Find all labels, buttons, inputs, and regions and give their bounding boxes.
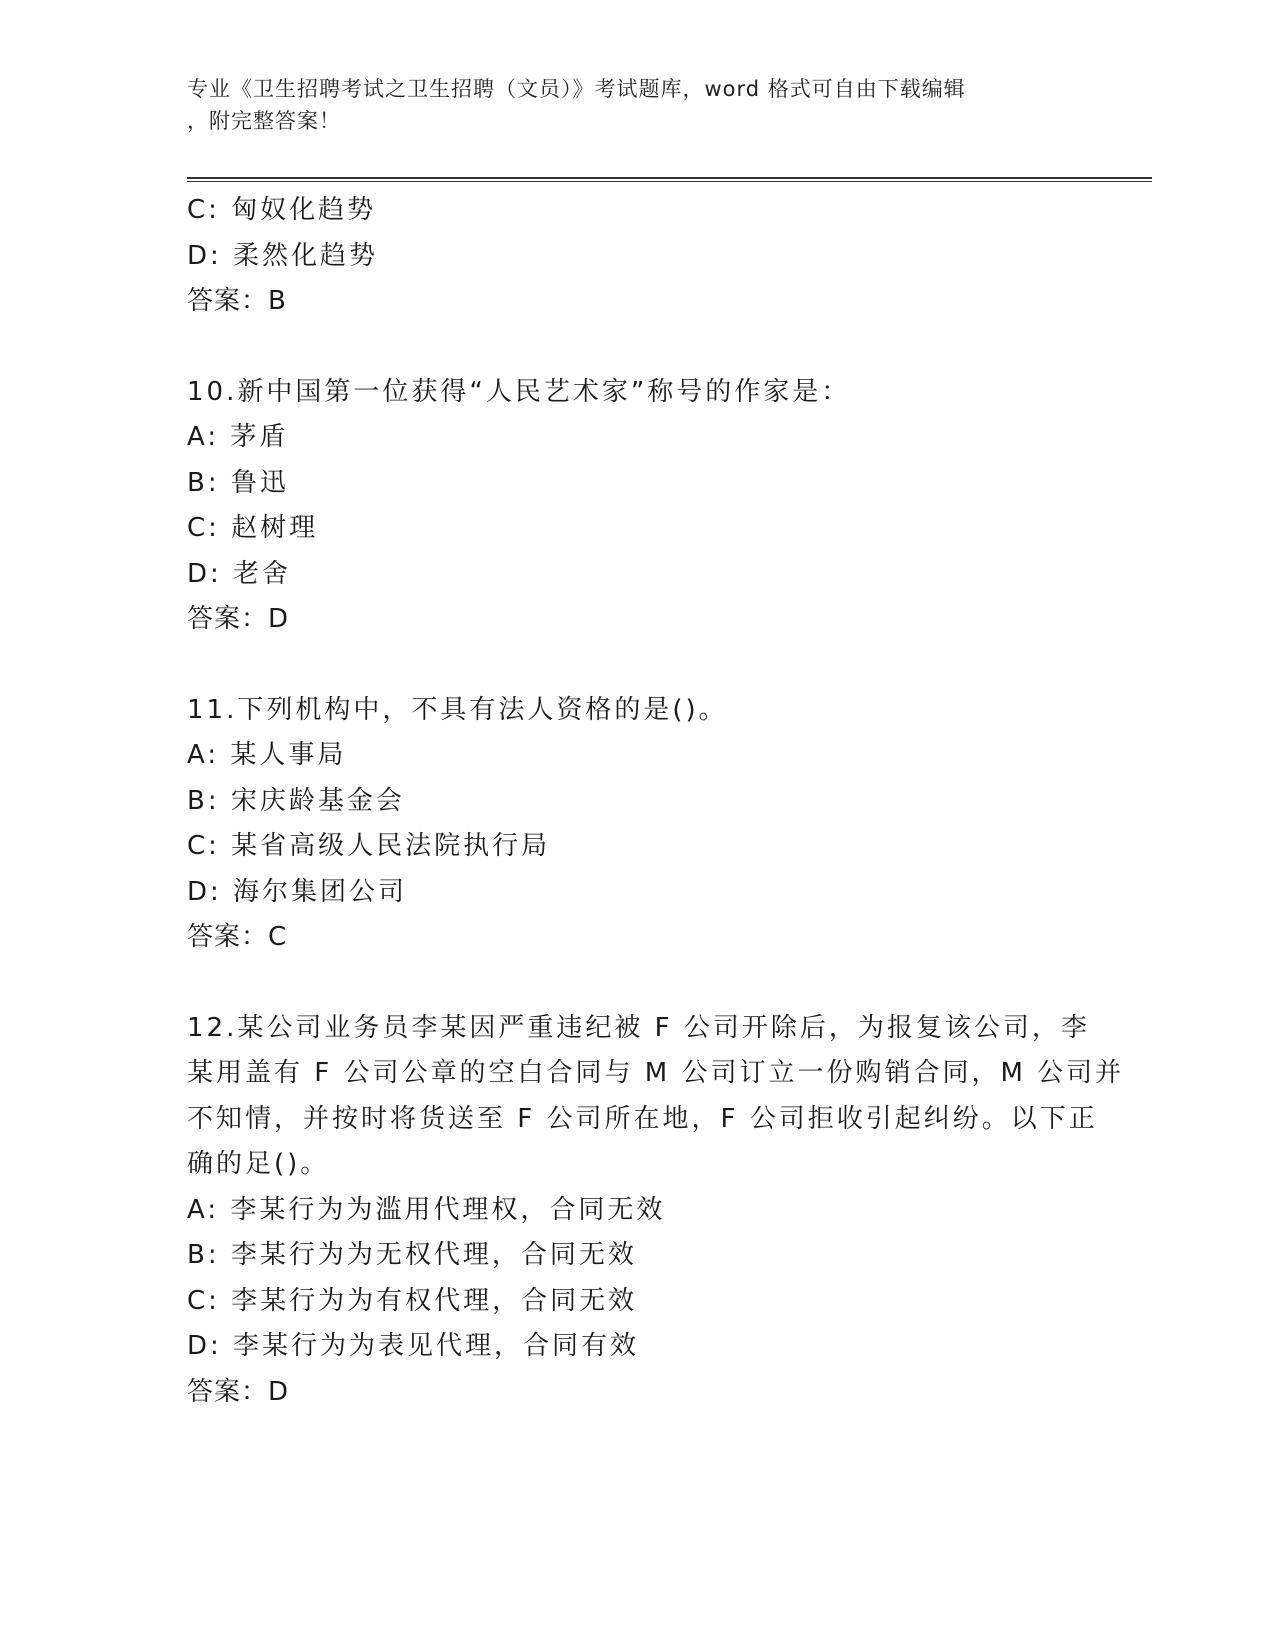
q11-stem: 11.下列机构中，不具有法人资格的是()。 bbox=[187, 694, 728, 725]
header-line-2: ，附完整答案！ bbox=[187, 109, 341, 133]
header-divider-thin bbox=[187, 181, 1152, 182]
document-header bbox=[187, 73, 1067, 137]
question-11 bbox=[187, 688, 1087, 961]
q12-option-b: B: 李某行为为无权代理，合同无效 bbox=[187, 1240, 637, 1270]
spacer bbox=[187, 961, 1087, 1006]
q11-option-a: A: 某人事局 bbox=[187, 740, 347, 770]
header-divider-thick bbox=[187, 177, 1152, 179]
q10-option-c: C: 赵树理 bbox=[187, 513, 319, 543]
spacer bbox=[187, 325, 1087, 370]
question-content bbox=[187, 188, 1125, 1415]
q12-stem-line-2: 某用盖有 F 公司公章的空白合同与 M 公司订立一份购销合同，M 公司并 bbox=[187, 1058, 1125, 1088]
q11-option-c: C: 某省高级人民法院执行局 bbox=[187, 831, 551, 861]
q11-option-d: D: 海尔集团公司 bbox=[187, 876, 408, 907]
q9-answer: 答案：B bbox=[187, 286, 287, 316]
question-9 bbox=[187, 188, 1087, 325]
question-12 bbox=[187, 1006, 1125, 1416]
q11-option-b: B: 宋庆龄基金会 bbox=[187, 785, 405, 816]
q12-option-c: C: 李某行为为有权代理，合同无效 bbox=[187, 1285, 638, 1316]
q9-option-c: C: 匈奴化趋势 bbox=[187, 195, 377, 225]
q10-answer: 答案：D bbox=[187, 604, 290, 634]
q12-option-d: D: 李某行为为表见代理，合同有效 bbox=[187, 1331, 640, 1361]
spacer bbox=[187, 643, 1087, 688]
header-line-1: 专业《卫生招聘考试之卫生招聘（文员）》考试题库，word 格式可自由下载编辑 bbox=[187, 77, 966, 101]
q12-stem-line-3: 不知情，并按时将货送至 F 公司所在地，F 公司拒收引起纠纷。以下正 bbox=[187, 1103, 1098, 1134]
q11-answer: 答案：C bbox=[187, 922, 288, 952]
q12-stem-line-1: 12.某公司业务员李某因严重违纪被 F 公司开除后，为报复该公司，李 bbox=[187, 1012, 1090, 1043]
q12-option-a: A: 李某行为为滥用代理权，合同无效 bbox=[187, 1194, 666, 1225]
q12-stem-line-4: 确的足()。 bbox=[187, 1149, 330, 1179]
q10-option-a: A: 茅盾 bbox=[187, 422, 289, 452]
q12-answer: 答案：D bbox=[187, 1376, 290, 1407]
q10-option-d: D: 老舍 bbox=[187, 558, 292, 589]
q9-option-d: D: 柔然化趋势 bbox=[187, 240, 379, 271]
q10-stem: 10.新中国第一位获得“人民艺术家”称号的作家是： bbox=[187, 376, 851, 407]
question-10 bbox=[187, 370, 1087, 643]
q10-option-b: B: 鲁迅 bbox=[187, 467, 289, 498]
